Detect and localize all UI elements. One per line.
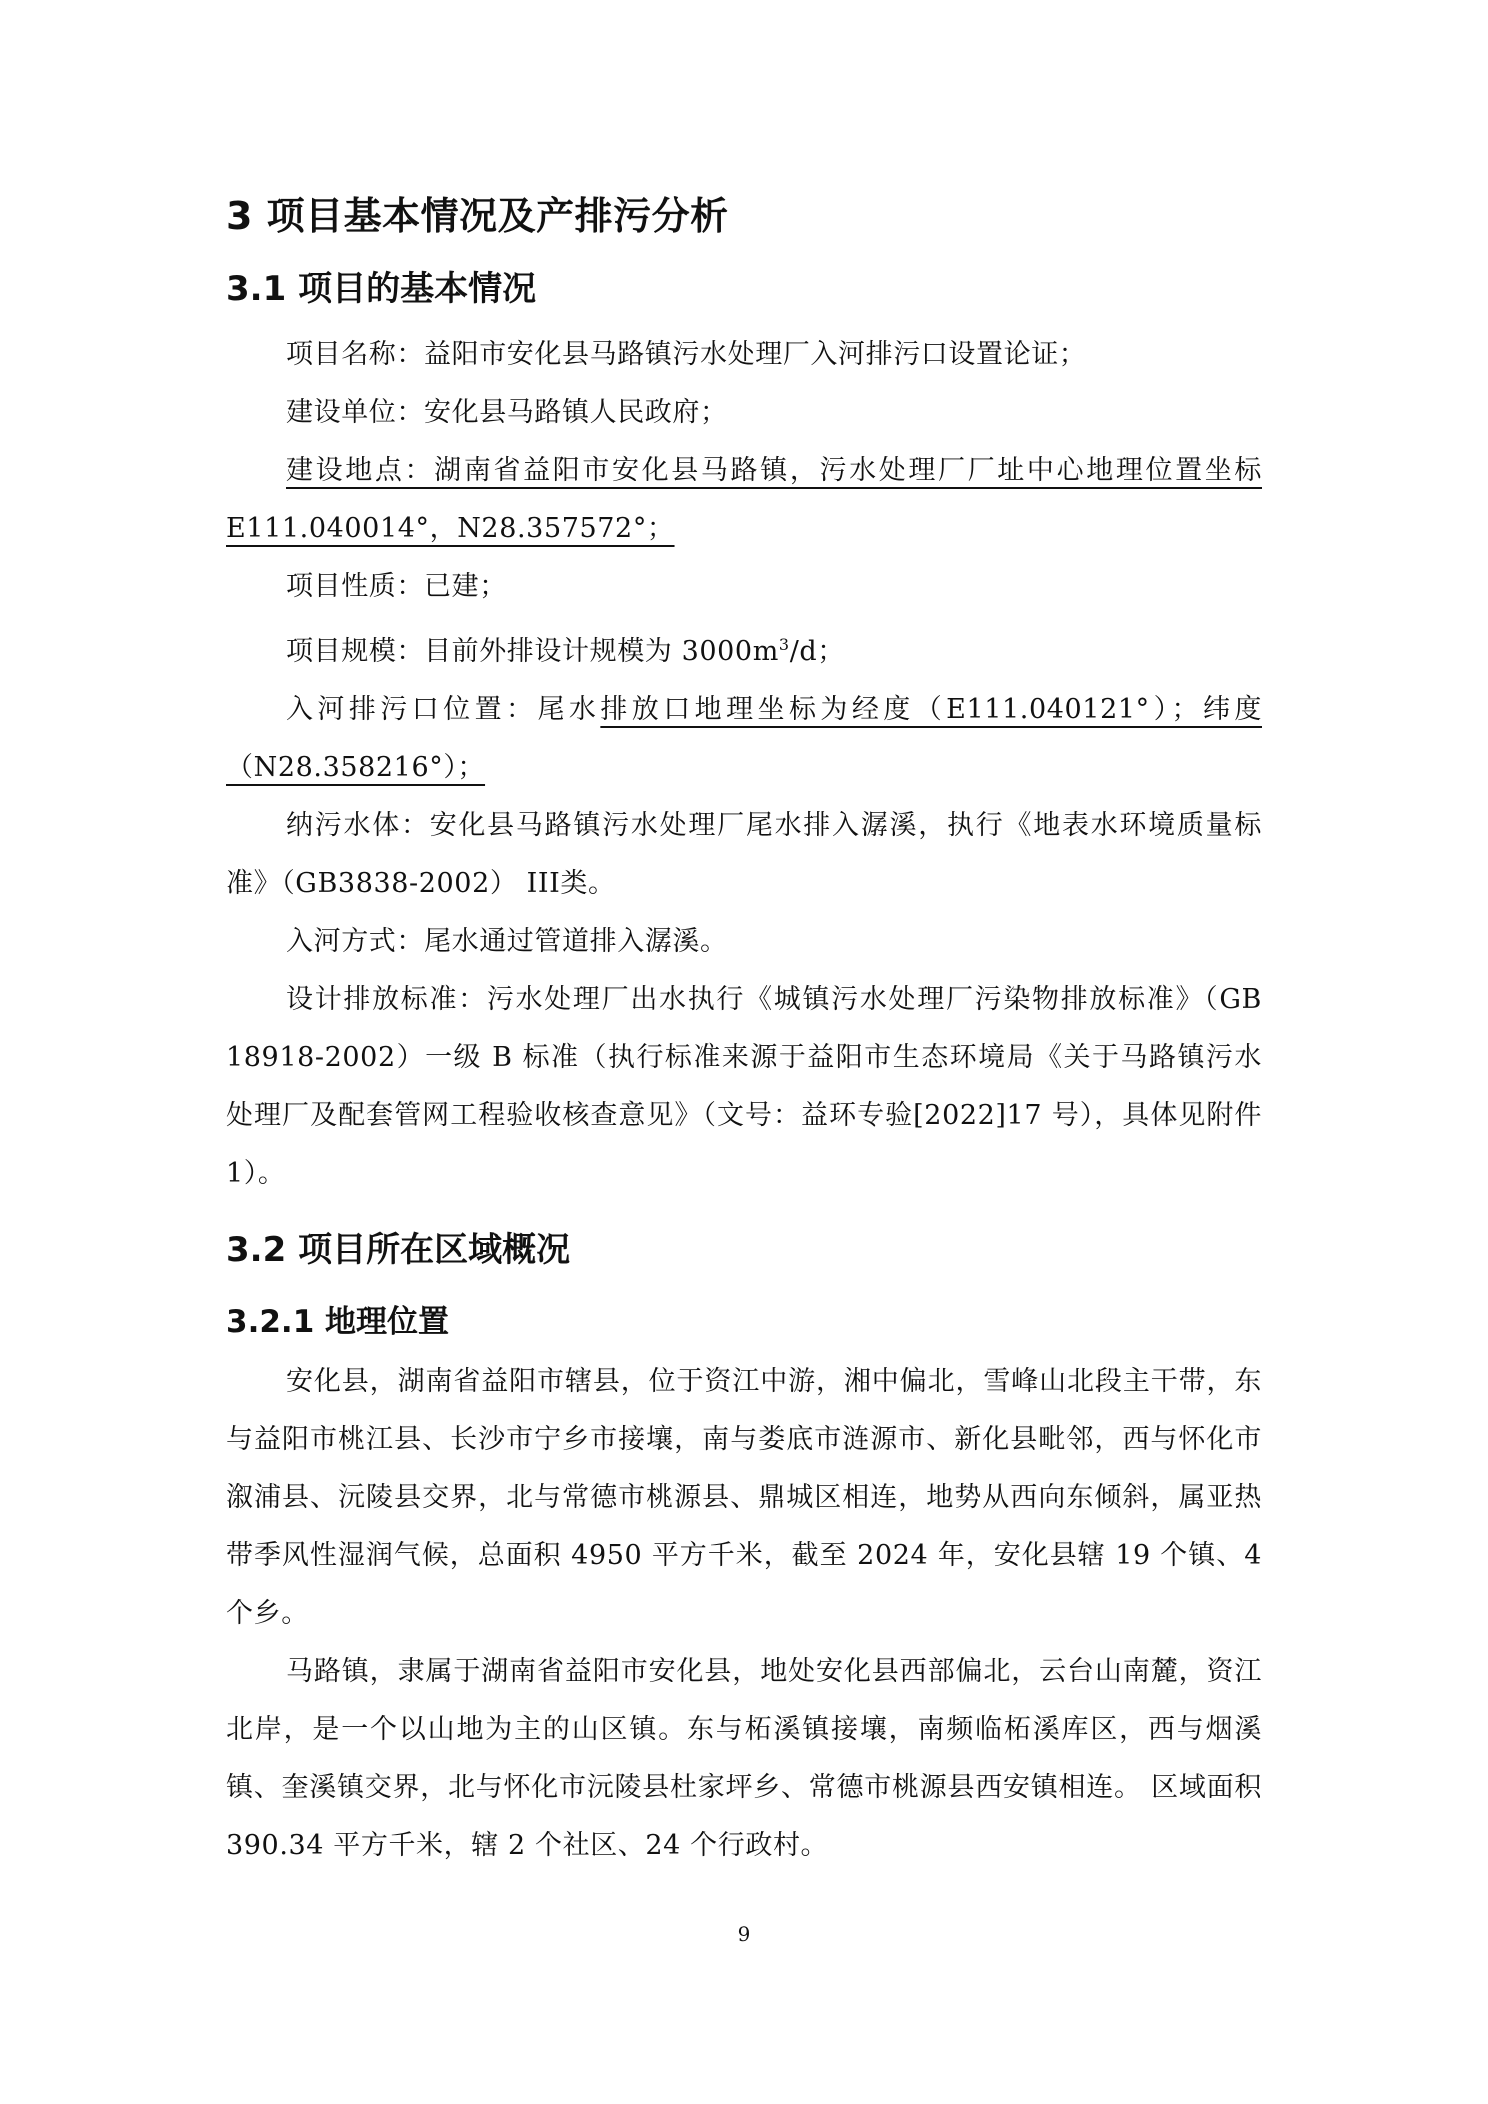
design-standard-paragraph: 设计排放标准：污水处理厂出水执行《城镇污水处理厂污染物排放标准》（GB 18918-2002）一级 B 标准（执行标准来源于益阳市生态环境局《关于马路镇污水处理厂及配套管网工程验收核查意见》（文号：益环专验[2022]17 号），具体见附件 1）。 <box>226 984 1262 1189</box>
section-title-3-1: 3.1 项目的基本情况 <box>226 269 537 309</box>
chapter-title: 3 项目基本情况及产排污分析 <box>226 194 729 238</box>
nature-paragraph: 项目性质：已建； <box>286 571 507 602</box>
location-paragraph <box>226 442 1262 558</box>
malu-town-paragraph: 马路镇，隶属于湖南省益阳市安化县，地处安化县西部偏北，云台山南麓，资江北岸，是一个以山地为主的山区镇。东与柘溪镇接壤，南频临柘溪库区，西与烟溪镇、奎溪镇交界，北与怀化市沅陵县杜家坪乡、常德市桃源县西安镇相连。 区域面积 390.34 平方千米，辖 2 个社区、24 个行政村。 <box>226 1656 1262 1861</box>
outfall-label: 入河排污口位置：尾水 <box>286 694 601 725</box>
scale-text: 项目规模：目前外排设计规模为 3000m <box>286 636 779 667</box>
outfall-paragraph <box>226 681 1262 797</box>
outfall-coordinates: 排放口地理坐标为经度（E111.040121°）；纬度（N28.358216°）； <box>226 694 1262 783</box>
discharge-method-paragraph: 入河方式：尾水通过管道排入潺溪。 <box>286 926 728 957</box>
page-content <box>226 190 1262 1875</box>
receiving-water-paragraph: 纳污水体：安化县马路镇污水处理厂尾水排入潺溪，执行《地表水环境质量标准》（GB3838-2002） III类。 <box>226 810 1262 899</box>
scale-unit: /d； <box>789 636 845 667</box>
builder-paragraph: 建设单位：安化县马路镇人民政府； <box>286 397 728 428</box>
page-number: 9 <box>737 1922 751 1946</box>
subsection-title-3-2-1: 3.2.1 地理位置 <box>226 1304 450 1340</box>
anhua-county-paragraph: 安化县，湖南省益阳市辖县，位于资江中游，湘中偏北，雪峰山北段主干带，东与益阳市桃江县、长沙市宁乡市接壤，南与娄底市涟源市、新化县毗邻，西与怀化市溆浦县、沅陵县交界，北与常德市桃源县、鼎城区相连，地势从西向东倾斜，属亚热带季风性湿润气候，总面积 4950 平方千米，截至 2024 年，安化县辖 19 个镇、4 个乡。 <box>226 1366 1262 1629</box>
project-name-paragraph: 项目名称：益阳市安化县马路镇污水处理厂入河排污口设置论证； <box>286 339 1087 370</box>
section-title-3-2: 3.2 项目所在区域概况 <box>226 1230 571 1270</box>
location-text: 建设地点：湖南省益阳市安化县马路镇，污水处理厂厂址中心地理位置坐标E111.040014°，N28.357572°； <box>226 455 1262 544</box>
scale-paragraph <box>226 616 1262 681</box>
scale-superscript: 3 <box>778 635 790 654</box>
